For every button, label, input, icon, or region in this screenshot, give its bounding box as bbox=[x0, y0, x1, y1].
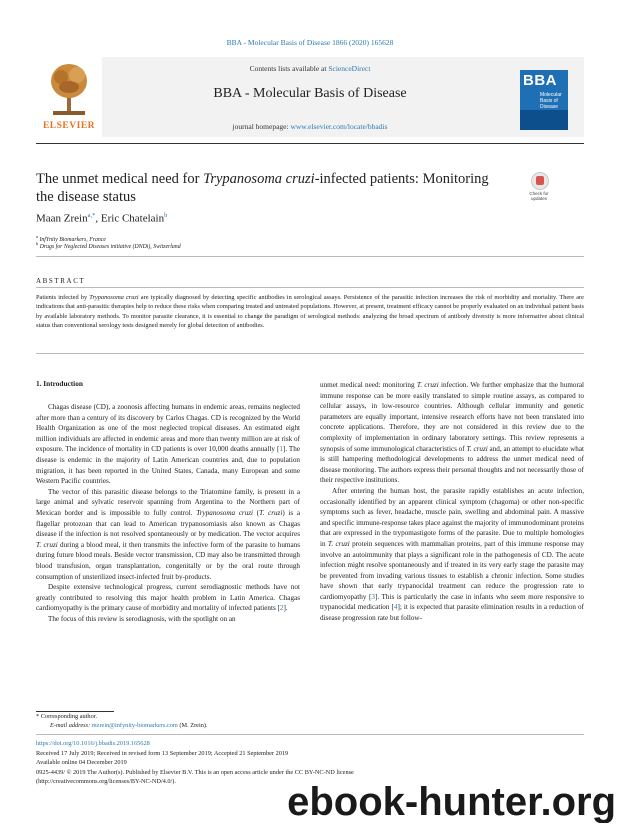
species-name: T. cruzi bbox=[259, 508, 283, 517]
species-name: Trypanosoma cruzi bbox=[196, 508, 254, 517]
paragraph-text: ]; it is expected that parasite elimination results in a reduction of disease progression rate but follow- bbox=[320, 603, 584, 623]
paragraph-text: infection. We further emphasize that the humoral immune response can be more easily translated to simple routine assays, as compared to cellular assays, in low-resource countries. Although cellular immunity and genetic parameters are equally important, intensive research efforts have not been translated into concrete applications. Therefore, they are not considered in this review due to the complexity of implementation in ordinary laboratory settings. This review represents a synopsis of some immunological characteristics of bbox=[320, 381, 584, 453]
paragraph-text: unmet medical need: monitoring bbox=[320, 381, 417, 389]
species-name: T. cruzi bbox=[416, 381, 439, 389]
elsevier-tree-icon bbox=[49, 61, 89, 117]
body-left-column bbox=[36, 402, 300, 624]
homepage-line bbox=[102, 122, 518, 131]
paragraph-text: and, an attempt to elucidate what is still hampering methodological developments to address the unmet medical need of disease monitoring. The authors express their personal thoughts and not necessarily those of their respective institutions. bbox=[320, 444, 584, 485]
license-line: 0925-4439/ © 2019 The Author(s). Published by Elsevier B.V. This is an open access article under the CC BY-NC-ND license bbox=[36, 769, 354, 776]
affiliation-b bbox=[36, 241, 181, 250]
email-note bbox=[50, 722, 208, 729]
watermark bbox=[200, 775, 620, 823]
paragraph bbox=[320, 486, 584, 624]
paragraph-text: The focus of this review is serodiagnosis, with the spotlight on an bbox=[48, 614, 236, 623]
title-text-1: The unmet medical need for bbox=[36, 171, 204, 187]
email-label: E-mail address: bbox=[50, 722, 91, 729]
species-name: T. cruzi bbox=[36, 540, 58, 549]
paragraph-text: ]. bbox=[283, 604, 288, 613]
doi-link[interactable]: https://doi.org/10.1016/j.bbadis.2019.165628 bbox=[36, 740, 150, 747]
cover-title: BBA bbox=[523, 72, 557, 89]
sciencedirect-link[interactable]: ScienceDirect bbox=[328, 64, 371, 73]
check-updates-icon bbox=[531, 172, 549, 190]
abstract-heading: ABSTRACT bbox=[36, 277, 86, 285]
affil-text: InfYnity Biomarkers, France bbox=[39, 236, 106, 243]
affil-marker: a bbox=[36, 234, 38, 239]
received-dates: Received 17 July 2019; Received in revised form 13 September 2019; Accepted 21 September 2019 bbox=[36, 750, 289, 757]
title-italic: Trypanosoma cruzi bbox=[203, 171, 315, 187]
divider bbox=[36, 256, 584, 257]
article-title bbox=[36, 170, 506, 206]
available-online: Available online 04 December 2019 bbox=[36, 759, 127, 766]
cover-band bbox=[520, 110, 568, 130]
affil-text: Drugs for Neglected Diseases initiative (DNDi), Switzerland bbox=[39, 243, 181, 250]
reference-link[interactable]: 3 bbox=[371, 592, 375, 601]
paragraph bbox=[36, 402, 300, 487]
paragraph-text: ]. The disease is endemic in the majority of Latin American countries and, due to population migration, it has been reported in the United States, Canada, many European and some Western Pacific countries. bbox=[36, 445, 301, 486]
divider bbox=[36, 353, 584, 354]
paragraph-text: Chagas disease (CD), a zoonosis affecting humans in endemic areas, remains neglected after more than a century of its discovery by Carlos Chagas. CD is recognized by the World Health Organization as one of the most neglected tropical diseases. An estimated eight million individuals are affected in endemic areas and more than twenty million are at risk of exposure. The incidence of mortality in CD patients is over 10,000 deaths annually [ bbox=[36, 403, 300, 454]
paragraph-text: during a blood meal, it then transmits the infective form of the parasite to humans during future blood meals. Beside vector transmission, CD may also be transmitted through blood transfusion, organ transplantation, congenitally or by the oral route through consumption of unsterilized insect-infected fruit by-products. bbox=[36, 540, 300, 581]
paragraph bbox=[36, 487, 300, 582]
elsevier-logo bbox=[36, 57, 102, 137]
reference-link[interactable]: 2 bbox=[279, 604, 284, 613]
journal-citation: BBA - Molecular Basis of Disease 1866 (2020) 165628 bbox=[226, 38, 394, 47]
check-updates-label: Check for updates bbox=[529, 191, 549, 201]
paragraph-text: Despite extensive technological progress, current serodiagnostic methods have not greatly contributed to resolving this major health problem in Latin America. Chagas cardiomyopathy is the primary cause of morbidity and mortality of infected patients [ bbox=[36, 583, 300, 613]
section-heading: 1. Introduction bbox=[36, 379, 83, 388]
journal-cover bbox=[520, 70, 568, 130]
cover-subtitle: Molecular Basis of Disease bbox=[540, 92, 562, 110]
journal-title: BBA - Molecular Basis of Disease bbox=[213, 86, 407, 101]
body-right-column bbox=[320, 380, 584, 624]
homepage-link[interactable]: www.elsevier.com/locate/bbadis bbox=[290, 122, 388, 131]
homepage-prefix: journal homepage: bbox=[232, 122, 291, 131]
elsevier-wordmark: ELSEVIER bbox=[42, 121, 96, 131]
author-affil-marker[interactable]: a,* bbox=[87, 212, 96, 219]
email-suffix: (M. Zrein). bbox=[177, 722, 208, 729]
paragraph bbox=[36, 614, 300, 625]
species-name: T. cruzi bbox=[466, 444, 488, 453]
species-name: T. cruzi bbox=[327, 539, 350, 548]
title-text-2: -infected patients: Monitoring the disease status bbox=[36, 171, 489, 205]
author-list bbox=[36, 212, 167, 225]
abstract-text: are typically diagnosed by detecting specific antibodies in serological assays. Persistence of the parasitic infection increases the risk of morbidity and mortality. There are indications that anti-parasitic therapies help to reduce these risks when comparing treated and untreated populations. However, at present, treatment efficacy cannot be properly evaluated on an individual patient basis by available laboratory methods. To monitor parasite clearance, it is essential to change the paradigm of serological methods: analyzing the broad spectrum of antibody diversity is more informative about clinical status than conventional serology tests designed merely for global detection of antibodies. bbox=[36, 294, 584, 329]
license-url[interactable]: (http://creativecommons.org/licenses/BY-NC-ND/4.0/). bbox=[36, 778, 176, 785]
affil-marker: b bbox=[36, 241, 39, 246]
header-divider bbox=[36, 143, 584, 144]
contents-line bbox=[102, 64, 518, 73]
paragraph bbox=[320, 380, 584, 486]
paragraph-text: After entering the human host, the parasite rapidly establishes an acute infection, occasionally identified by an apparent clinical symptom (chagoma) or other non-specific symptoms such as fever, headache, muscle pain, swelling and abdominal pain. A massive and specific immune-response takes place against the majority of immunodominant proteins that are expressed in the trypomastigote forms of the parasite. Due to multiple homologies in bbox=[320, 486, 584, 548]
divider bbox=[36, 734, 584, 735]
abstract-italic: Trypanosoma cruzi bbox=[89, 294, 139, 301]
reference-link[interactable]: 1 bbox=[279, 445, 283, 454]
paragraph-text: protein sequences with mammalian proteins, part of this immune response may involve an autoimmunity that plays a significant role in the pathogenesis of CD. The acute infection might resolve spontaneously and if treated in its very early stage the parasite may be prevented from invading various tissues to establish a chronic infection. Some studies have shown that early trypanocidal treatment can reduce the progression rate to cardiomyopathy [ bbox=[320, 539, 584, 601]
contents-prefix: Contents lists available at bbox=[249, 64, 329, 73]
corresponding-author-note: * Corresponding author. bbox=[36, 713, 98, 720]
author-name[interactable]: Eric Chatelain bbox=[100, 212, 165, 225]
paragraph bbox=[36, 582, 300, 614]
reference-link[interactable]: 4 bbox=[393, 603, 398, 612]
author-affil-marker[interactable]: b bbox=[164, 212, 168, 219]
abstract-body bbox=[36, 293, 584, 330]
author-separator: , bbox=[95, 212, 101, 225]
paragraph-text: ) is a flagellar protozoan that can lead to American trypanosomiasis also known as Chagas disease if the infection is not resolved spontaneously or by medication. The vector acquires bbox=[36, 508, 301, 539]
abstract-text: Patients infected by bbox=[36, 294, 90, 301]
author-name[interactable]: Maan Zrein bbox=[36, 212, 88, 225]
paragraph-text: The vector of this parasitic disease belongs to the Triatomine family, is present in a large animal and sylvatic reservoir spanning from Argentina to the Northern part of Mexican border and is impossible to fully control. bbox=[36, 487, 300, 517]
paragraph-text: ]. This is particularly the case in infants who seem more responsive to trypanocidal medication [ bbox=[320, 592, 584, 612]
watermark-text: ebook-hunter.org bbox=[287, 780, 616, 823]
email-link[interactable]: mzrein@infynity-biomarkers.com bbox=[91, 722, 178, 729]
paragraph-text: ( bbox=[253, 508, 260, 517]
footnote-divider bbox=[36, 711, 114, 712]
check-for-updates-badge[interactable] bbox=[522, 172, 556, 204]
divider bbox=[36, 287, 584, 288]
